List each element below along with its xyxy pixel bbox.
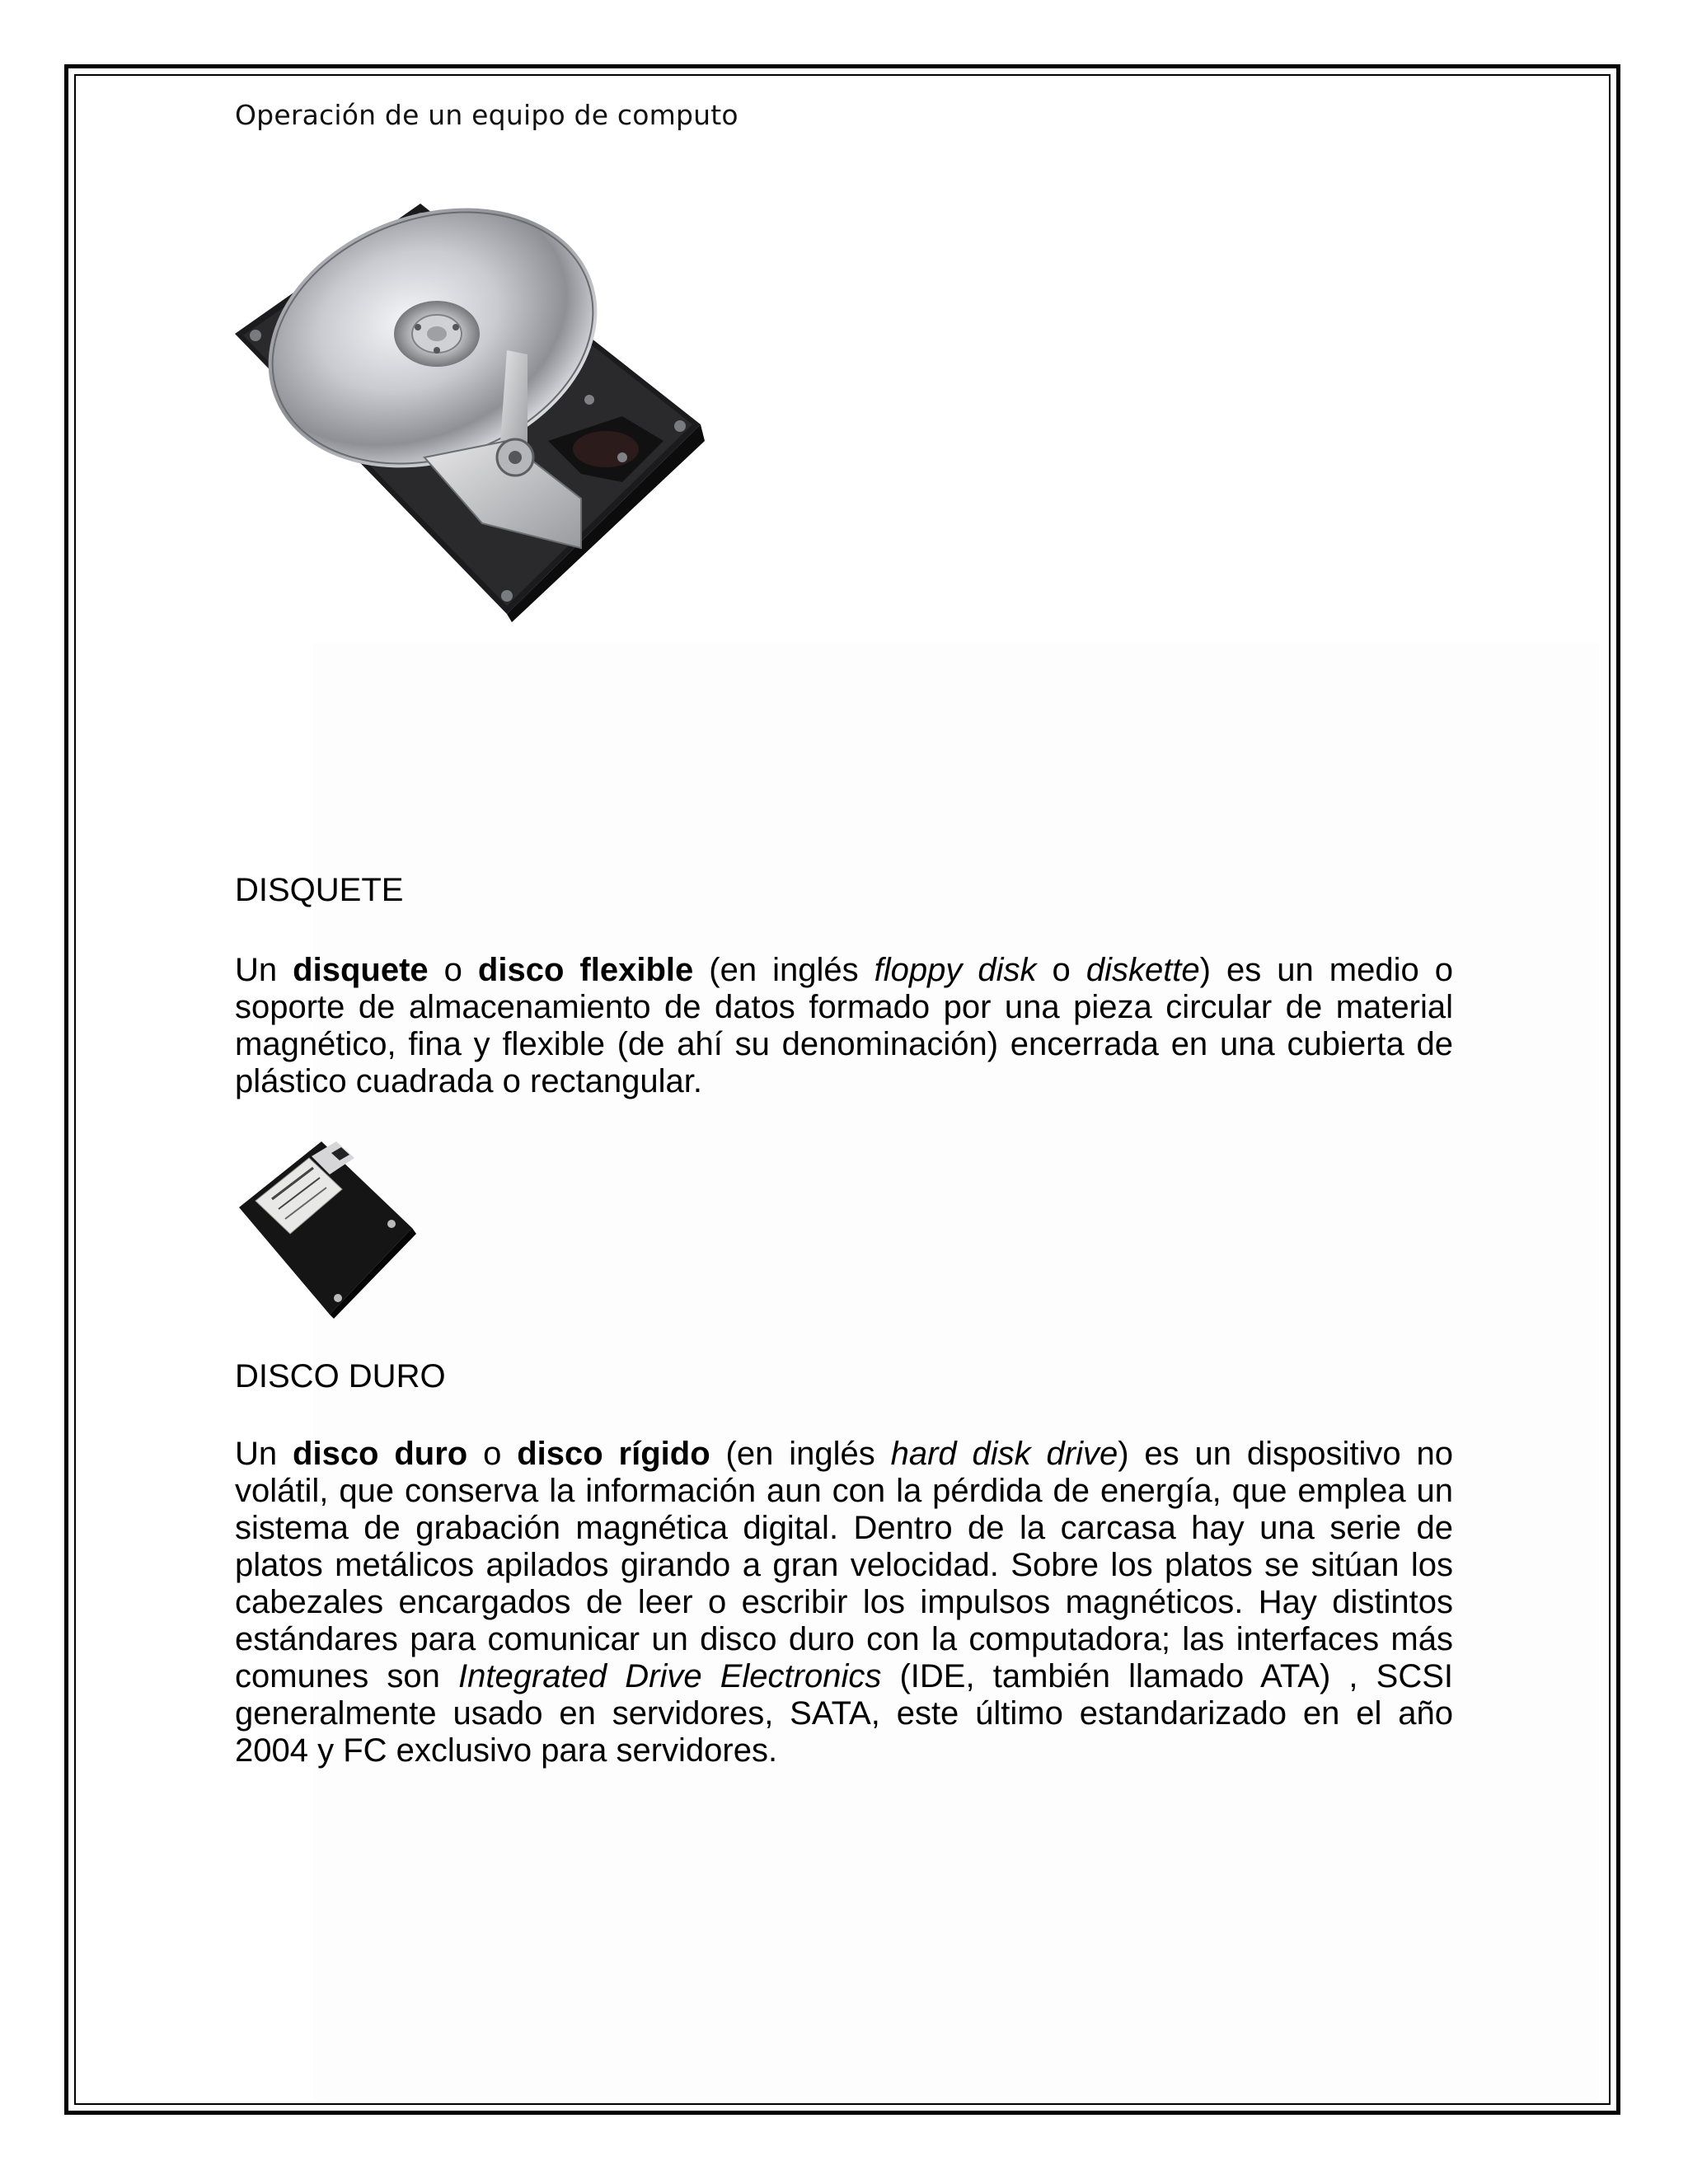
term-hard-disk-drive: hard disk drive [890, 1436, 1118, 1472]
text-run: ) es un medio o soporte de almacenamiento de datos formado por una pieza circular de material magnético, fina y flexible (de ahí su denominación) encerrada en una cubierta de plástico cuadrada o rectangular. [235, 952, 1453, 1099]
paragraph-disquete [235, 952, 1453, 1100]
page-shade [313, 643, 1599, 2102]
term-diskette: diskette [1085, 952, 1200, 988]
term-disco-duro: disco duro [293, 1436, 468, 1472]
text-run: Un [235, 1436, 293, 1472]
term-disquete: disquete [293, 952, 429, 988]
text-run: ) es un dispositivo no volátil, que conserva la información aun con la pérdida de energía, que emplea un sistema de grabación magnética digital. Dentro de la carcasa hay una serie de platos metálicos apilados girando a gran velocidad. Sobre los platos se sitúan los cabezales encargados de leer o escribir los impulsos magnéticos. Hay distintos estándares para comunicar un disco duro con la computadora; las interfaces más comunes son [235, 1436, 1454, 1694]
paragraph-disco-duro [235, 1436, 1453, 1769]
running-header: Operación de un equipo de computo [235, 99, 738, 131]
term-floppy-disk: floppy disk [874, 952, 1037, 988]
text-run: o [428, 952, 478, 988]
text-run: (en inglés [693, 952, 874, 988]
term-integrated-drive-electronics: Integrated Drive Electronics [458, 1658, 882, 1694]
text-run: (en inglés [710, 1436, 891, 1472]
text-run: o [1036, 952, 1086, 988]
floppy-image [239, 1141, 424, 1319]
section-heading-disquete: DISQUETE [235, 872, 404, 908]
text-run: (IDE, también llamado ATA) , SCSI generalmente usado en servidores, SATA, este último estandarizado en el año 2004 y FC exclusivo para servidores. [235, 1658, 1454, 1769]
text-run: o [467, 1436, 518, 1472]
hard-disk-icon [235, 194, 705, 622]
floppy-disk-icon [239, 1141, 424, 1319]
section-heading-disco-duro: DISCO DURO [235, 1358, 446, 1394]
term-disco-rigido: disco rígido [517, 1436, 710, 1472]
hdd-image [235, 194, 705, 622]
term-disco-flexible: disco flexible [477, 952, 694, 988]
text-run: Un [235, 952, 293, 988]
